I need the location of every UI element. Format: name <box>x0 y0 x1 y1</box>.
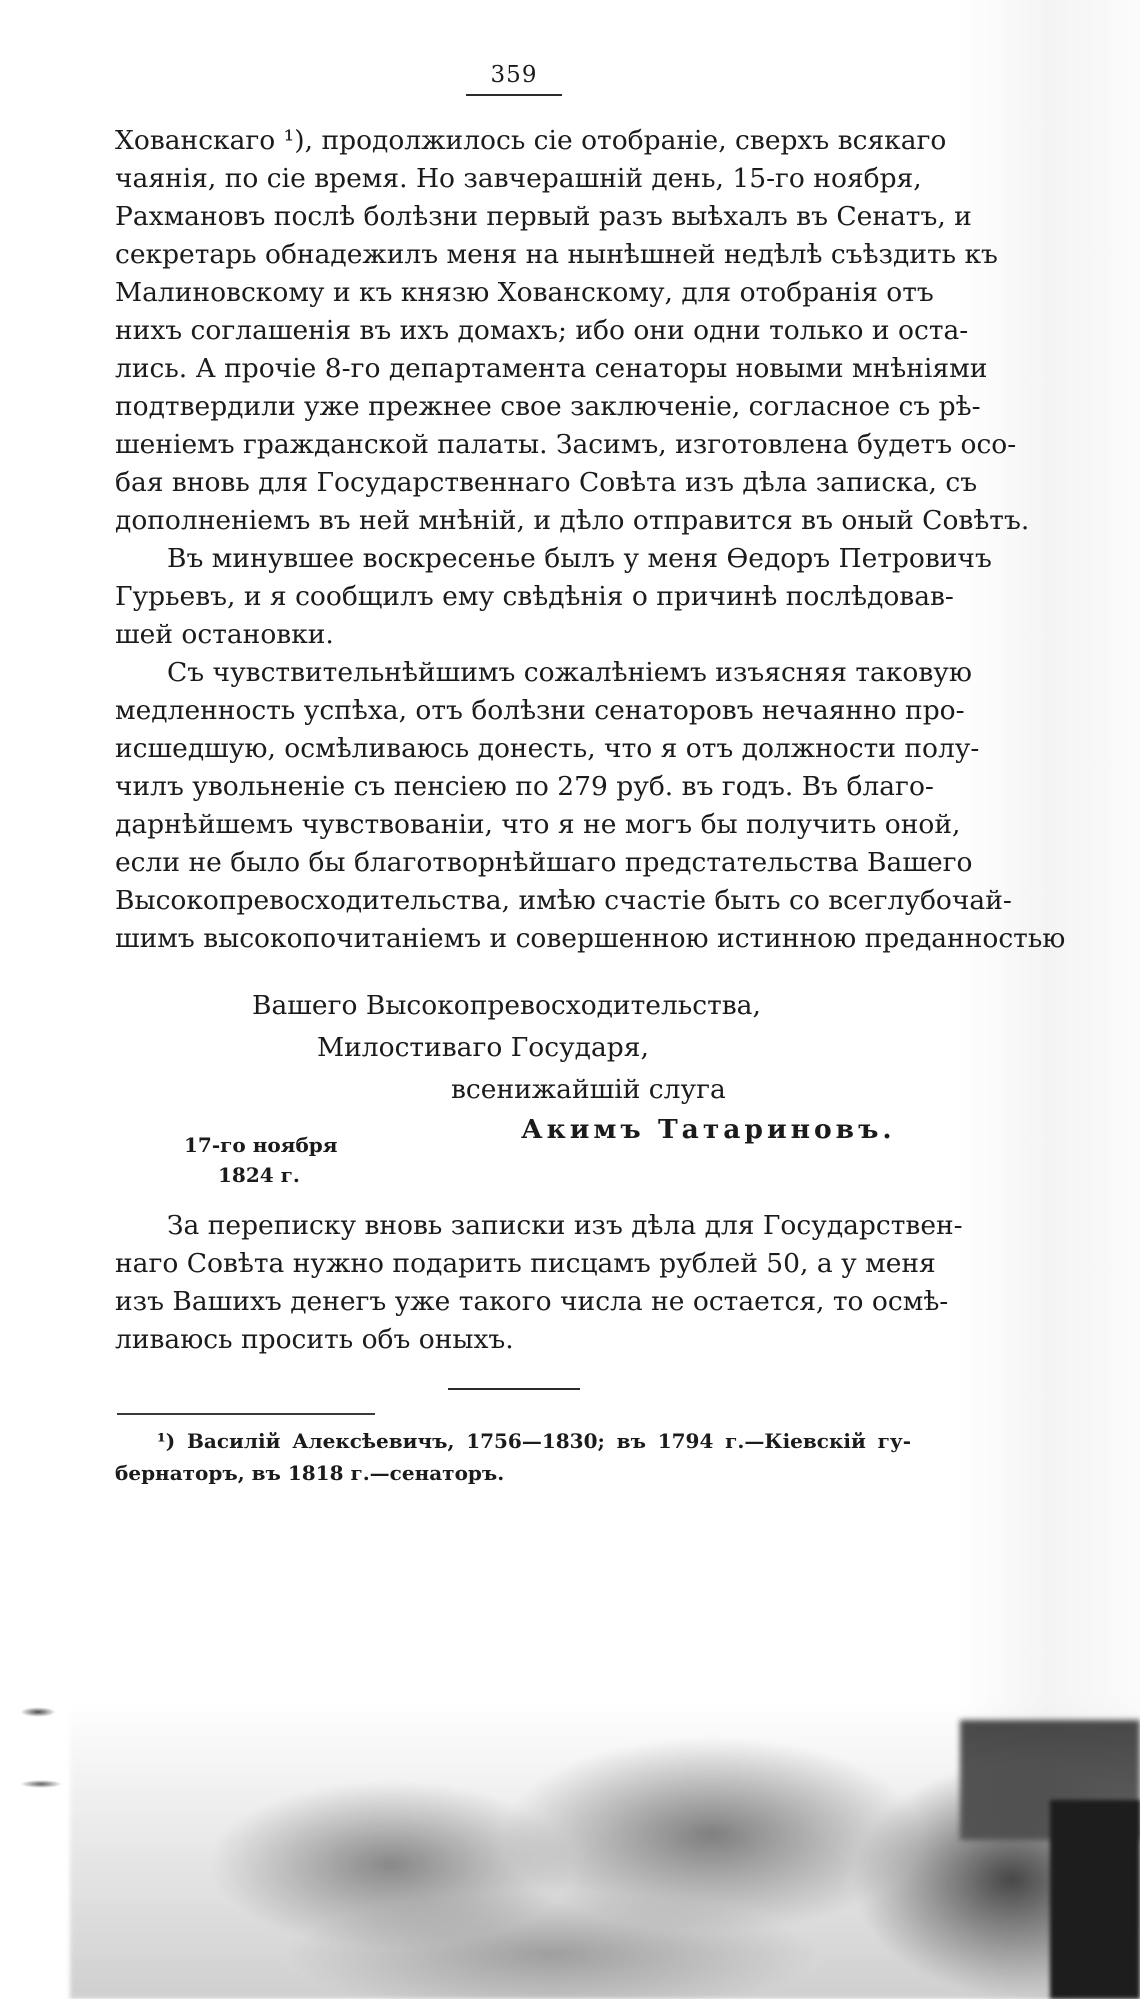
text-line: чилъ увольненіе съ пенсіею по 279 руб. въ годъ. Въ благо- <box>115 771 934 802</box>
text-line: бая вновь для Государственнаго Совѣта изъ дѣла записка, съ <box>115 467 978 498</box>
letter-body <box>115 122 1066 958</box>
text-line: чаянія, по сіе время. Но завчерашній день, 15-го ноября, <box>115 163 922 194</box>
footnote-divider <box>117 1413 375 1415</box>
postscript <box>115 1207 963 1359</box>
text-line: исшедшую, осмѣливаюсь донесть, что я отъ должности полу- <box>115 733 980 764</box>
text-line: Рахмановъ послѣ болѣзни первый разъ выѣхалъ въ Сенатъ, и <box>115 201 972 232</box>
date-day: 17-го ноября <box>184 1133 338 1157</box>
text-line: изъ Вашихъ денегъ уже такого числа не остается, то осмѣ- <box>115 1286 949 1317</box>
date-year: 1824 г. <box>218 1163 300 1187</box>
text-line: шеніемъ гражданской палаты. Засимъ, изготовлена будетъ осо- <box>115 429 1017 460</box>
text-line: дарнѣйшемъ чувствованіи, что я не могъ бы получить оной, <box>115 809 961 840</box>
text-line: дополненіемъ въ ней мнѣній, и дѣло отправится въ оный Совѣтъ. <box>115 505 1030 536</box>
scan-shadow-corner <box>1050 1800 1140 1999</box>
section-divider <box>448 1388 580 1390</box>
letter-date <box>184 1130 338 1190</box>
text-line: Малиновскому и къ князю Хованскому, для отобранія отъ <box>115 277 934 308</box>
text-line: подтвердили уже прежнее свое заключеніе, согласное съ рѣ- <box>115 391 981 422</box>
page-number: 359 <box>466 62 562 96</box>
text-line: шимъ высокопочитаніемъ и совершенною истинною преданностью <box>115 923 1066 954</box>
closing-servant: всенижайшій слуга <box>451 1074 726 1105</box>
closing-address: Милостиваго Государя, <box>317 1032 649 1063</box>
text-line: Хованскаго ¹), продолжилось сіе отобраніе, сверхъ всякаго <box>115 125 947 156</box>
text-line: наго Совѣта нужно подарить писцамъ рублей 50, а у меня <box>115 1248 936 1279</box>
text-line: Гурьевъ, и я сообщилъ ему свѣдѣнія о причинѣ послѣдовав- <box>115 581 954 612</box>
text-line: шей остановки. <box>115 619 334 650</box>
text-line: нихъ соглашенія въ ихъ домахъ; ибо они одни только и оста- <box>115 315 969 346</box>
footnote-line: бернаторъ, въ 1818 г.—сенаторъ. <box>115 1461 505 1485</box>
text-line: За переписку вновь записки изъ дѣла для Государствен- <box>167 1210 963 1241</box>
text-line: Съ чувствительнѣйшимъ сожалѣніемъ изъясняя таковую <box>167 657 972 688</box>
signatory-name: Акимъ Татариновъ. <box>521 1114 896 1145</box>
text-line: Въ минувшее воскресенье былъ у меня Ѳедоръ Петровичъ <box>167 543 992 574</box>
scan-artifact <box>14 1700 74 1820</box>
text-line: ливаюсь просить объ оныхъ. <box>115 1324 514 1355</box>
footnote <box>115 1425 911 1489</box>
footnote-line: ¹) Василій Алексѣевичъ, 1756—1830; въ 1794 г.—Кіевскій гу- <box>157 1429 911 1453</box>
text-line: если не было бы благотворнѣйшаго предстательства Вашего <box>115 847 973 878</box>
text-line: Высокопревосходительства, имѣю счастіе быть со всеглубочай- <box>115 885 1012 916</box>
text-line: лись. А прочіе 8-го департамента сенаторы новыми мнѣніями <box>115 353 988 384</box>
text-line: секретарь обнадежилъ меня на нынѣшней недѣлѣ съѣздить къ <box>115 239 998 270</box>
text-line: медленность успѣха, отъ болѣзни сенаторовъ нечаянно про- <box>115 695 965 726</box>
closing-salutation: Вашего Высокопревосходительства, <box>252 990 761 1021</box>
